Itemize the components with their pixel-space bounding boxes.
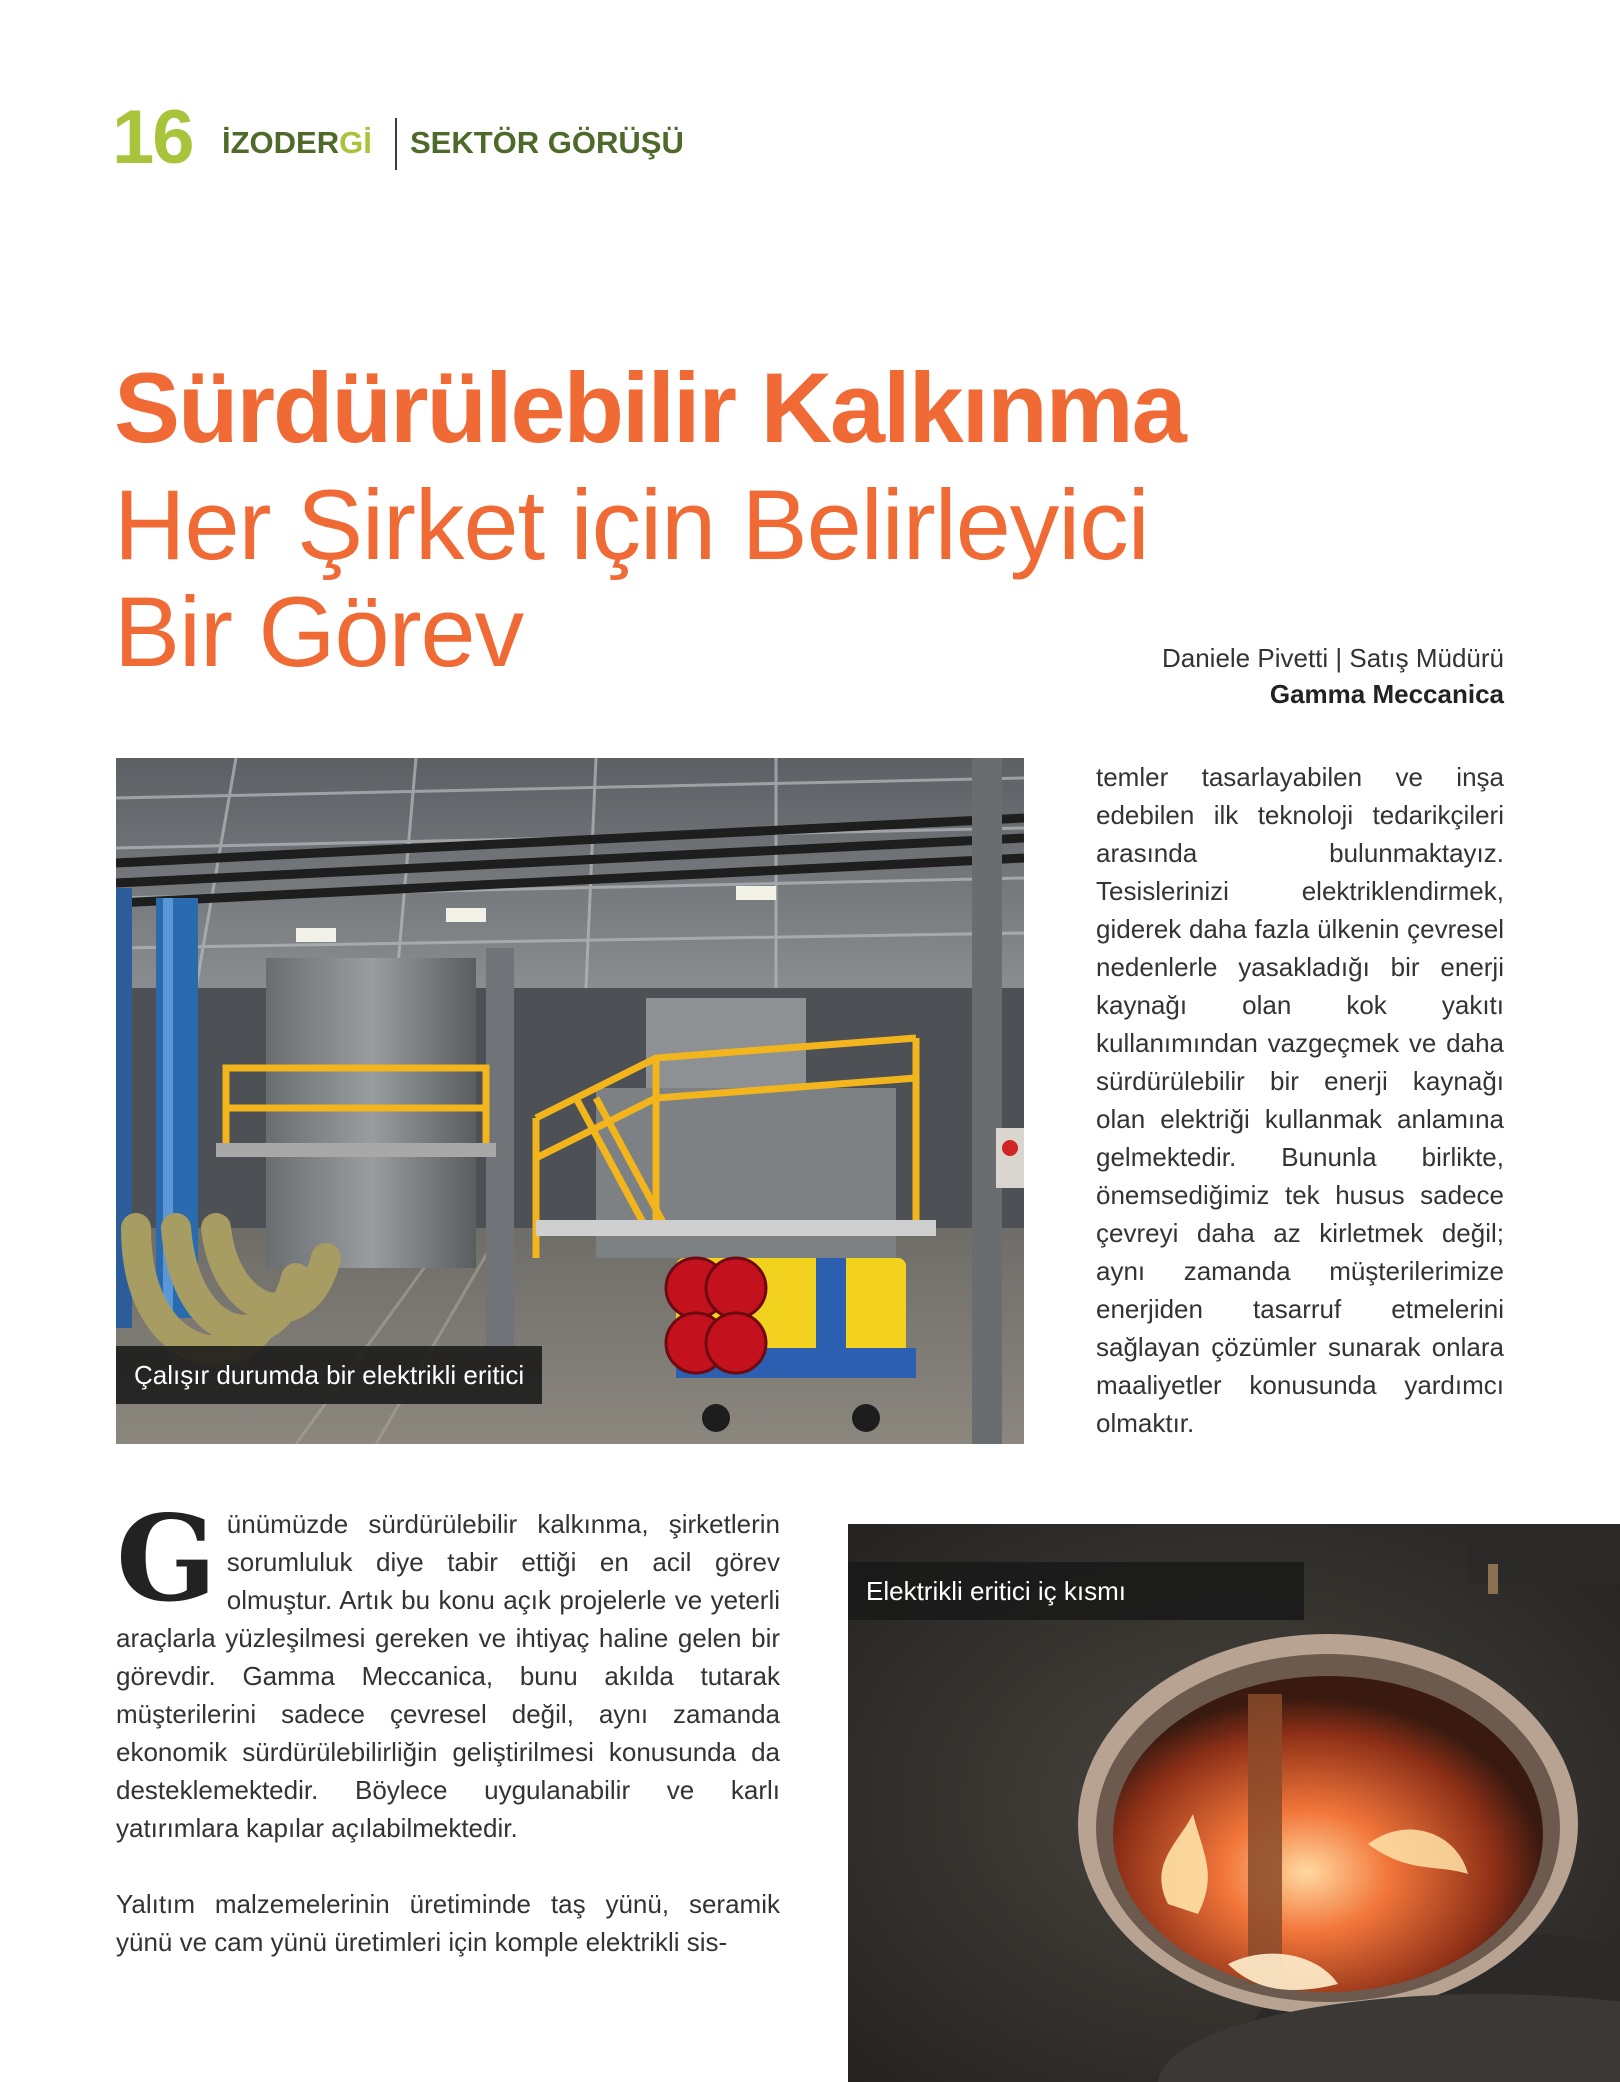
article-title-line3: Bir Görev (114, 576, 524, 687)
photo-electric-melter (116, 758, 1024, 1444)
article-title-line2: Her Şirket için Belirleyici (114, 469, 1149, 580)
paragraph-1 (116, 1489, 780, 1847)
byline (1162, 640, 1504, 712)
photo-melter-interior (848, 1524, 1620, 2082)
author-organization: Gamma Meccanica (1269, 679, 1504, 709)
author-name: Daniele Pivetti | Satış Müdürü (1161, 643, 1504, 673)
article-right-column: temler tasarlayabilen ve inşa edebilen ilk teknoloji tedarikçileri arasında bulunmaktayız. Tesislerinizi elektriklendirmek, giderek daha fazla ülkenin çevresel nedenlerle yasakladığı bir enerji kaynağı olan kok yakıtı kullanımından vazgeçmek ve daha sürdürülebilir bir enerji kaynağı olan elektriği kullanmak anlamına gelmektedir. Bununla birlikte, önemsediğimiz tek husus sadece çevreyi daha az kirletmek değil; aynı zamanda müşterilerimize enerjiden tasarruf etmelerini sağlayan çözümler sunarak onlara maaliyetler konusunda yardımcı olmaktır. (1096, 762, 1504, 1438)
page-number: 16 (112, 95, 193, 180)
photo1-caption: Çalışır durumda bir elektrikli eritici (116, 1346, 542, 1404)
article-title-line1: Sürdürülebilir Kalkınma (114, 352, 1185, 463)
article-left-column (116, 1489, 780, 1999)
magazine-logo (222, 127, 372, 158)
brand-accent: Gİ (339, 125, 372, 160)
paragraph-1-text: ünümüzde sürdürülebilir kalkınma, şirketlerin sorumluluk diye tabir ettiği en acil görev olmuştur. Artık bu konu açık projelerle ve yeterli araçlarla yüzleşilmesi gereken ve ihtiyaç haline gelen bir görevdir. Gamma Meccanica, bunu akılda tutarak müşterilerini sadece çevresel değil, aynı zamanda ekonomik sürdürülebilirliğin geliştirilmesi konusunda da desteklemektedir. Böylece uygulanabilir ve karlı yatırımlara kapılar açılabilmektedir. (116, 1509, 780, 1843)
section-title: SEKTÖR GÖRÜŞÜ (410, 125, 684, 160)
drop-cap: G (116, 1489, 217, 1628)
paragraph-2: Yalıtım malzemelerinin üretiminde taş yünü, seramik yünü ve cam yünü üretimleri için komple elektrikli sis- (116, 1889, 780, 1957)
brand-main: İZODER (222, 125, 340, 160)
photo-electric-melter-graphic (116, 758, 1024, 1444)
header-divider (395, 118, 397, 170)
photo2-caption: Elektrikli eritici iç kısmı (848, 1562, 1304, 1620)
